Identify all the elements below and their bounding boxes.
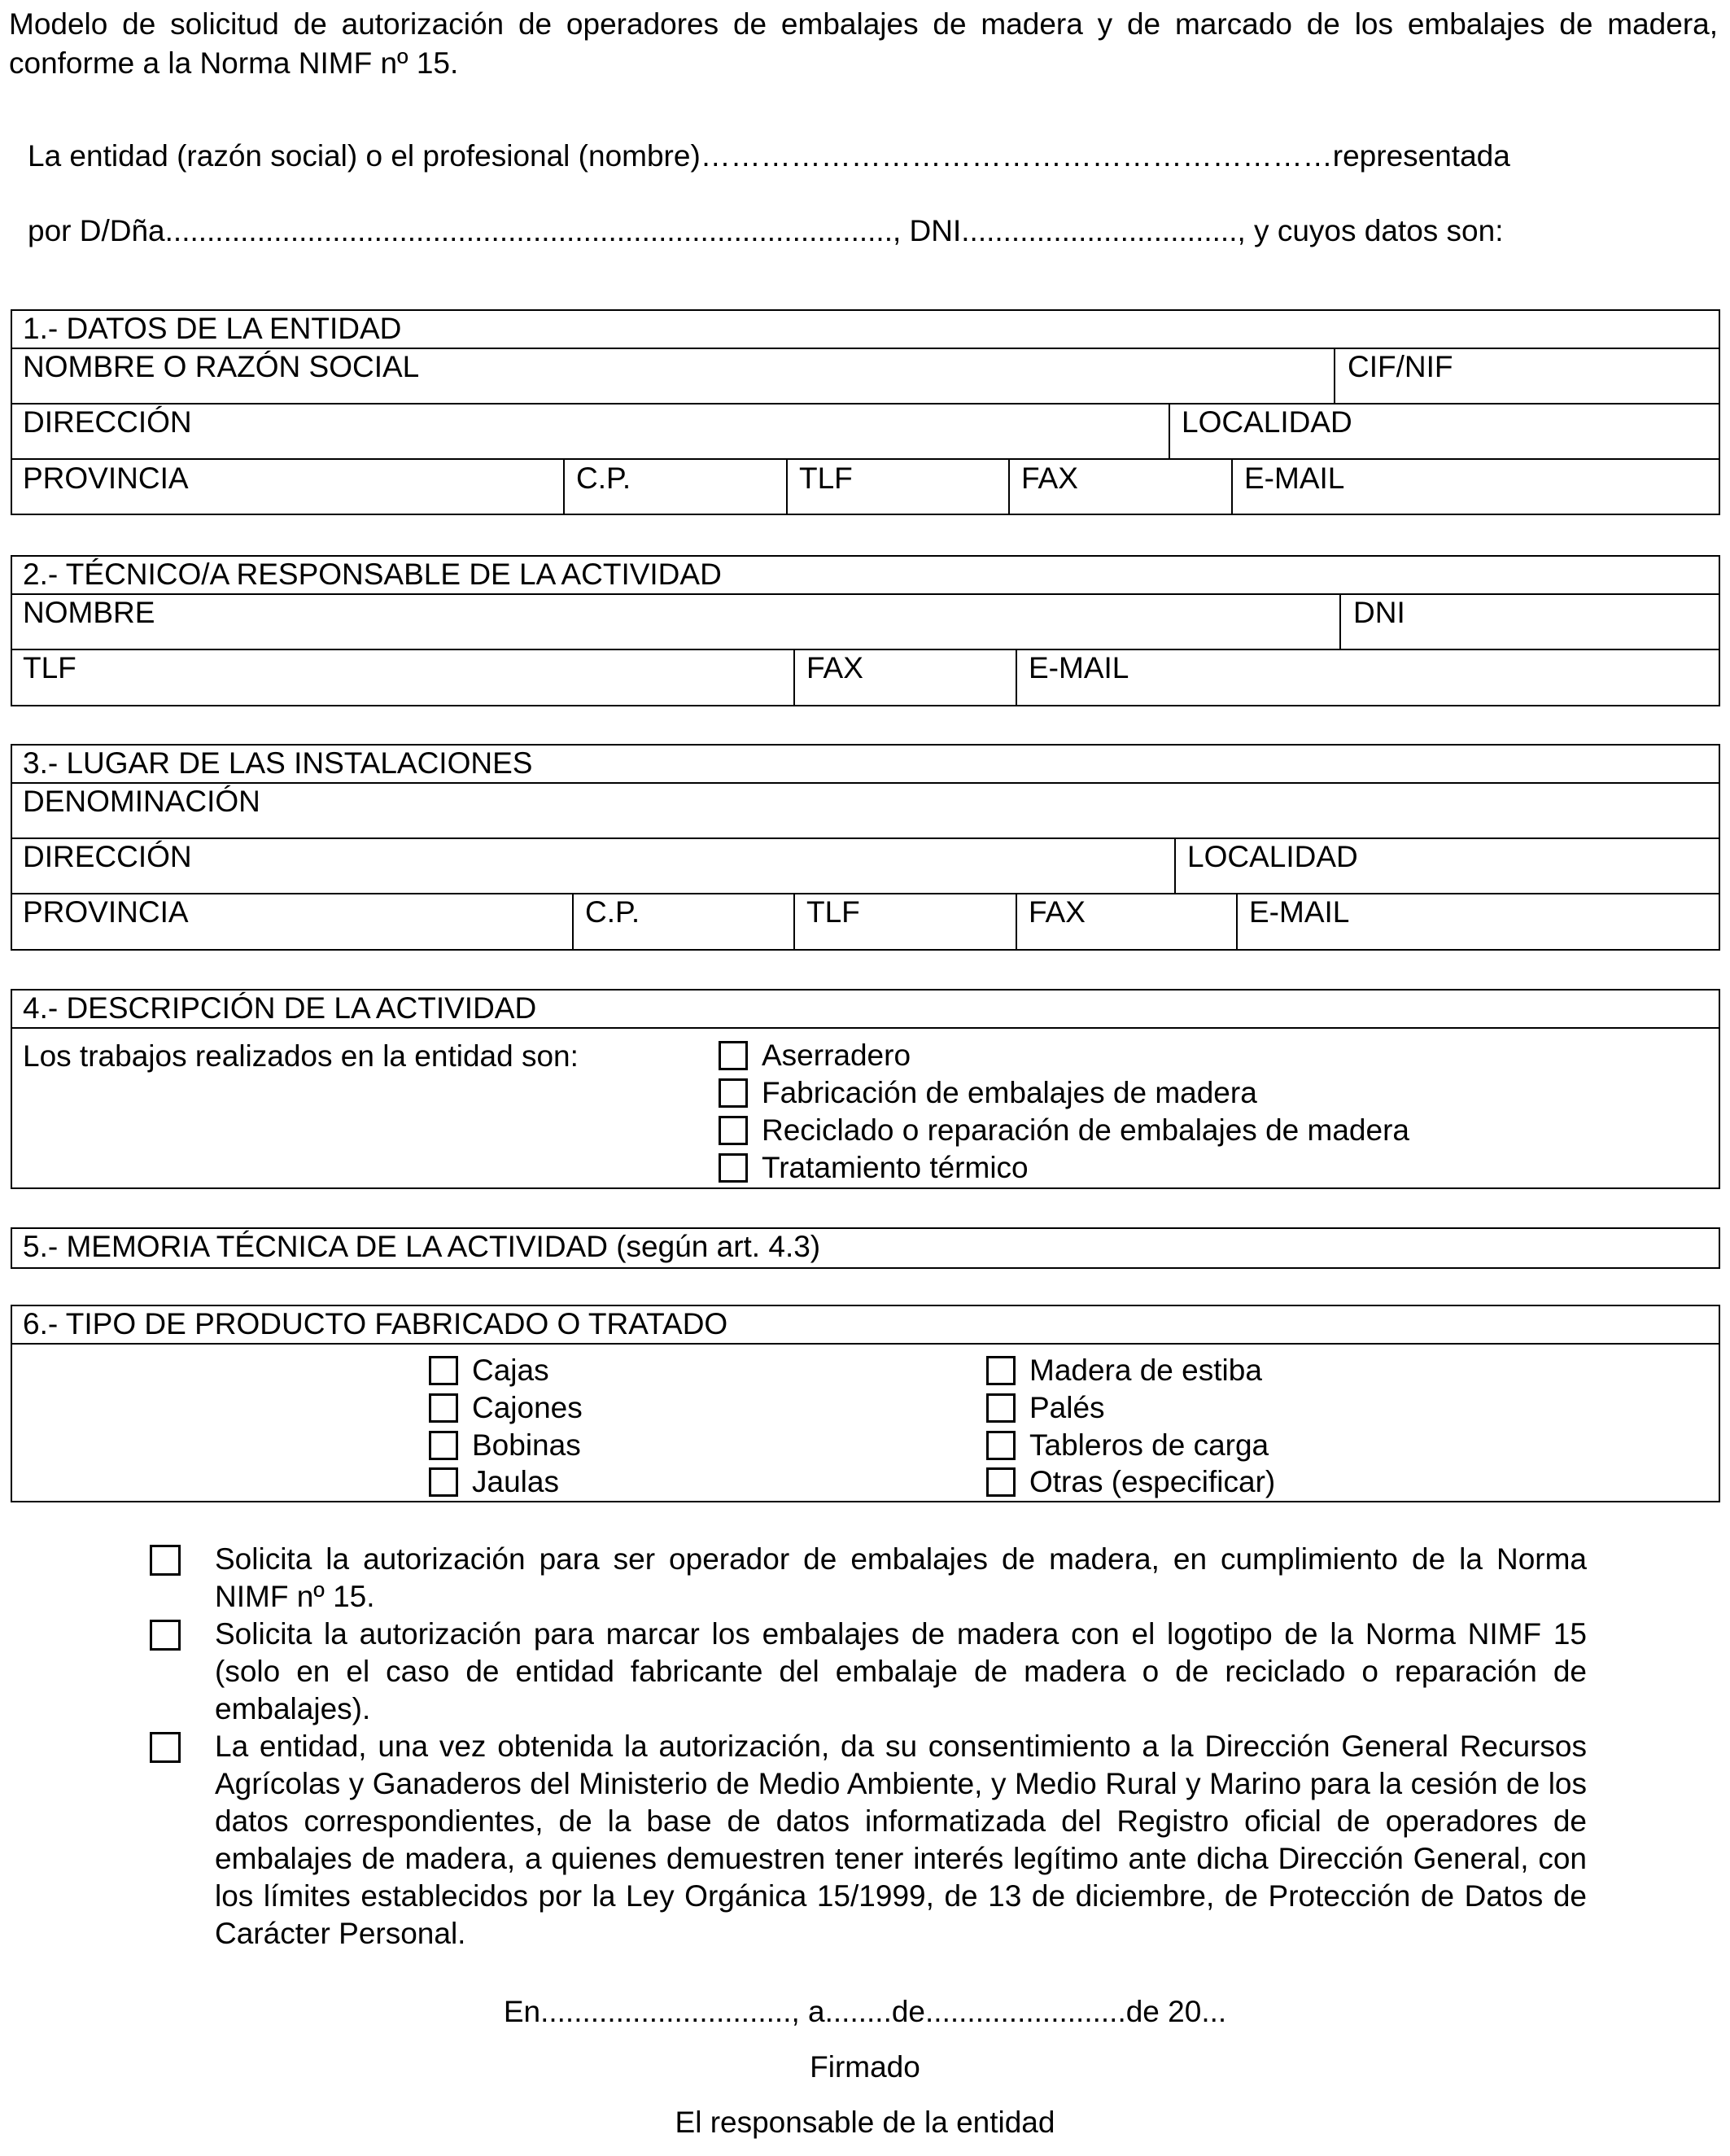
technician-dni-field[interactable]: DNI bbox=[1353, 596, 1405, 629]
option-fabricacion: Fabricación de embalajes de madera bbox=[762, 1076, 1257, 1109]
intro-representative-line: por D/Dña......................................................................................., DNI................................., y cuyos datos son: bbox=[28, 214, 1504, 247]
option-reciclado: Reciclado o reparación de embalajes de madera bbox=[762, 1113, 1409, 1147]
section5-heading: 5.- MEMORIA TÉCNICA DE LA ACTIVIDAD (según art. 4.3) bbox=[23, 1230, 821, 1263]
option-cajas: Cajas bbox=[472, 1354, 549, 1387]
option-cajones: Cajones bbox=[472, 1391, 583, 1424]
consent-text: La entidad, una vez obtenida la autorización, da su consentimiento a la Dirección General Recursos Agrícolas y Ganaderos del Ministerio de Medio Ambiente, y Medio Rural y Marino para la cesión de los datos correspondientes, de la base de datos informatizada del Registro oficial de operadores de embalajes de madera, a quienes demuestren tener interés legítimo ante dicha Dirección General, con los límites establecidos por la Ley Orgánica 15/1999, de 13 de diciembre, de Protección de Datos de Carácter Personal. bbox=[215, 1730, 1587, 1950]
checkbox-cajones[interactable] bbox=[429, 1393, 458, 1423]
option-pales: Palés bbox=[1029, 1391, 1105, 1424]
option-tratamiento: Tratamiento térmico bbox=[762, 1151, 1029, 1184]
place-date-line: En.............................., a........de........................de 20... bbox=[503, 1995, 1227, 2028]
section1-heading: 1.- DATOS DE LA ENTIDAD bbox=[23, 312, 402, 345]
facility-phone-field[interactable]: TLF bbox=[806, 895, 860, 929]
request-marking-text: Solicita la autorización para marcar los embalajes de madera con el logotipo de la Norma NIMF 15 (solo en el caso de entidad fabricante del embalaje de madera o de reciclado o reparación de embalajes). bbox=[215, 1617, 1587, 1725]
checkbox-reciclado[interactable] bbox=[719, 1116, 748, 1145]
checkbox-tratamiento[interactable] bbox=[719, 1153, 748, 1183]
facility-locality-field[interactable]: LOCALIDAD bbox=[1187, 840, 1358, 873]
technician-fax-field[interactable]: FAX bbox=[806, 651, 863, 684]
option-bobinas: Bobinas bbox=[472, 1428, 581, 1462]
entity-name-field[interactable]: NOMBRE O RAZÓN SOCIAL bbox=[23, 350, 420, 383]
activity-prompt: Los trabajos realizados en la entidad son: bbox=[23, 1039, 579, 1073]
entity-cif-field[interactable]: CIF/NIF bbox=[1348, 350, 1453, 383]
section4-heading: 4.- DESCRIPCIÓN DE LA ACTIVIDAD bbox=[23, 991, 537, 1025]
facility-province-field[interactable]: PROVINCIA bbox=[23, 895, 189, 929]
entity-locality-field[interactable]: LOCALIDAD bbox=[1182, 405, 1352, 439]
facility-email-field[interactable]: E-MAIL bbox=[1249, 895, 1350, 929]
checkbox-madera-estiba[interactable] bbox=[986, 1356, 1016, 1385]
signer-label: El responsable de la entidad bbox=[675, 2106, 1055, 2139]
entity-fax-field[interactable]: FAX bbox=[1021, 461, 1078, 495]
entity-province-field[interactable]: PROVINCIA bbox=[23, 461, 189, 495]
section6-heading: 6.- TIPO DE PRODUCTO FABRICADO O TRATADO bbox=[23, 1307, 728, 1340]
checkbox-pales[interactable] bbox=[986, 1393, 1016, 1423]
facility-fax-field[interactable]: FAX bbox=[1029, 895, 1086, 929]
technician-phone-field[interactable]: TLF bbox=[23, 651, 76, 684]
checkbox-tableros[interactable] bbox=[986, 1431, 1016, 1460]
facility-name-field[interactable]: DENOMINACIÓN bbox=[23, 785, 260, 818]
checkbox-jaulas[interactable] bbox=[429, 1467, 458, 1497]
section2-heading: 2.- TÉCNICO/A RESPONSABLE DE LA ACTIVIDAD bbox=[23, 558, 722, 591]
technician-name-field[interactable]: NOMBRE bbox=[23, 596, 155, 629]
section3-heading: 3.- LUGAR DE LAS INSTALACIONES bbox=[23, 746, 533, 780]
entity-postal-code-field[interactable]: C.P. bbox=[576, 461, 631, 495]
entity-phone-field[interactable]: TLF bbox=[799, 461, 853, 495]
checkbox-request-operator[interactable] bbox=[150, 1545, 181, 1576]
checkbox-aserradero[interactable] bbox=[719, 1041, 748, 1070]
intro-entity-line: La entidad (razón social) o el profesional (nombre)………………………………………………………representada bbox=[28, 139, 1510, 173]
facility-address-field[interactable]: DIRECCIÓN bbox=[23, 840, 192, 873]
facility-postal-code-field[interactable]: C.P. bbox=[585, 895, 640, 929]
checkbox-request-marking[interactable] bbox=[150, 1620, 181, 1651]
option-jaulas: Jaulas bbox=[472, 1465, 559, 1498]
entity-address-field[interactable]: DIRECCIÓN bbox=[23, 405, 192, 439]
checkbox-otras[interactable] bbox=[986, 1467, 1016, 1497]
option-tableros: Tableros de carga bbox=[1029, 1428, 1269, 1462]
checkbox-consent[interactable] bbox=[150, 1732, 181, 1763]
technician-email-field[interactable]: E-MAIL bbox=[1029, 651, 1129, 684]
checkbox-fabricacion[interactable] bbox=[719, 1078, 748, 1108]
request-operator-text: Solicita la autorización para ser operador de embalajes de madera, en cumplimiento de la Norma NIMF nº 15. bbox=[215, 1542, 1587, 1613]
option-madera-estiba: Madera de estiba bbox=[1029, 1354, 1262, 1387]
entity-email-field[interactable]: E-MAIL bbox=[1244, 461, 1345, 495]
document-title: Modelo de solicitud de autorización de operadores de embalajes de madera y de marcado de los embalajes de madera, conforme a la Norma NIMF nº 15. bbox=[9, 7, 1718, 80]
checkbox-bobinas[interactable] bbox=[429, 1431, 458, 1460]
checkbox-cajas[interactable] bbox=[429, 1356, 458, 1385]
option-otras: Otras (especificar) bbox=[1029, 1465, 1276, 1498]
signed-label: Firmado bbox=[810, 2050, 920, 2084]
option-aserradero: Aserradero bbox=[762, 1039, 911, 1072]
